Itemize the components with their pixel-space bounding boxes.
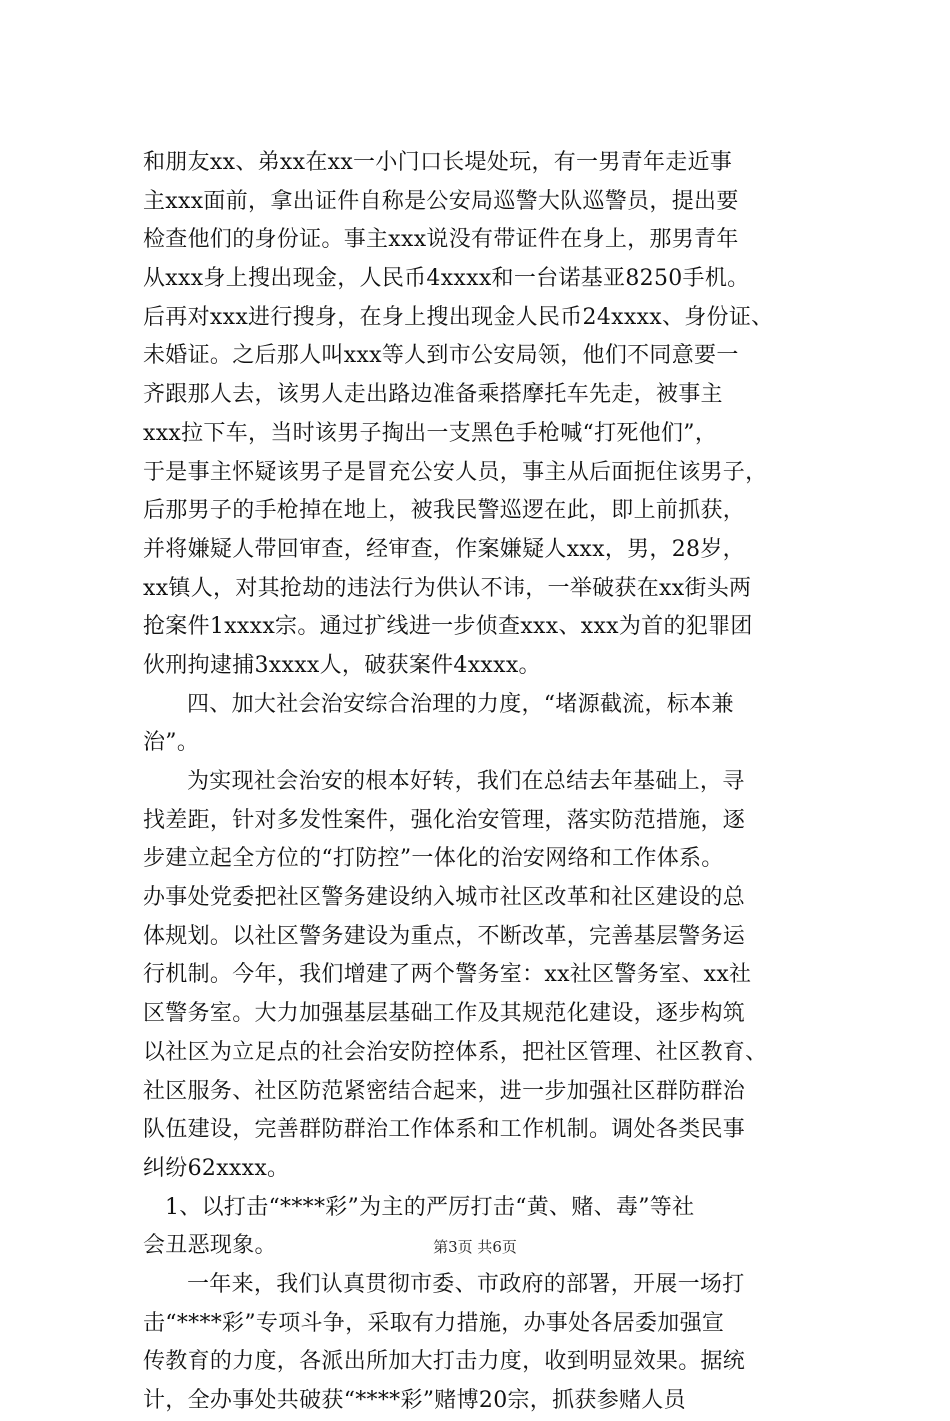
text-line-13: 抢案件1xxxx宗。通过扩线进一步侦查xxx、xxx为首的犯罪团 [143, 614, 753, 640]
text-line-3: 检查他们的身份证。事主xxx说没有带证件在身上，那男青年 [143, 227, 739, 253]
text-line-33: 计，全办事处共破获“****彩”赌博20宗，抓获参赌人员 [143, 1388, 686, 1413]
text-line-9: 于是事主怀疑该男子是冒充公安人员，事主从后面扼住该男子， [143, 459, 768, 485]
text-line-26: 队伍建设，完善群防群治工作体系和工作机制。调处各类民事 [143, 1117, 746, 1143]
subsection-heading-1-cont: 会丑恶现象。 [143, 1233, 277, 1259]
section-heading-4-cont: 治”。 [143, 730, 200, 756]
text-line-12: xx镇人，对其抢劫的违法行为供认不讳，一举破获在xx街头两 [143, 575, 752, 601]
text-line-8: xxx拉下车，当时该男子掏出一支黑色手枪喊“打死他们”， [143, 420, 718, 446]
text-line-10: 后那男子的手枪掉在地上，被我民警巡逻在此，即上前抓获， [143, 498, 746, 524]
text-line-14: 伙刑拘逮捕3xxxx人，破获案件4xxxx。 [143, 652, 541, 678]
text-line-27: 纠纷62xxxx。 [143, 1155, 290, 1181]
subsection-heading-1: 1、以打击“****彩”为主的严厉打击“黄、赌、毒”等社 [165, 1194, 695, 1220]
text-line-25: 社区服务、社区防范紧密结合起来，进一步加强社区群防群治 [143, 1078, 746, 1104]
text-line-11: 并将嫌疑人带回审查，经审查，作案嫌疑人xxx，男，28岁， [143, 536, 745, 562]
section-heading-4: 四、加大社会治安综合治理的力度，“堵源截流，标本兼 [187, 691, 734, 717]
text-line-7: 齐跟那人去，该男人走出路边准备乘搭摩托车先走，被事主 [143, 382, 723, 408]
text-line-22: 行机制。今年，我们增建了两个警务室：xx社区警务室、xx社 [143, 962, 752, 988]
text-line-1: 和朋友xx、弟xx在xx一小门口长堤处玩，有一男青年走近事 [143, 150, 733, 175]
text-line-31: 击“****彩”专项斗争，采取有力措施，办事处各居委加强宣 [143, 1310, 725, 1336]
document-body [143, 144, 833, 1421]
text-line-5: 后再对xxx进行搜身，在身上搜出现金人民币24xxxx、身份证、 [143, 304, 774, 330]
text-line-24: 以社区为立足点的社会治安防控体系，把社区管理、社区教育、 [143, 1039, 768, 1065]
text-line-32: 传教育的力度，各派出所加大打击力度，收到明显效果。据统 [143, 1349, 746, 1375]
text-line-23: 区警务室。大力加强基层基础工作及其规范化建设，逐步构筑 [143, 1001, 746, 1027]
text-line-6: 未婚证。之后那人叫xxx等人到市公安局领，他们不同意要一 [143, 343, 739, 369]
text-line-18: 找差距，针对多发性案件，强化治安管理，落实防范措施，逐 [143, 807, 746, 833]
text-line-20: 办事处党委把社区警务建设纳入城市社区改革和社区建设的总 [143, 885, 746, 911]
text-line-21: 体规划。以社区警务建设为重点，不断改革，完善基层警务运 [143, 923, 746, 949]
page-number-footer: 第3页 共6页 [433, 1238, 517, 1256]
paragraph-start-line: 为实现社会治安的根本好转，我们在总结去年基础上，寻 [187, 769, 745, 794]
paragraph-start-line-2: 一年来，我们认真贯彻市委、市政府的部署，开展一场打 [187, 1271, 745, 1297]
text-line-4: 从xxx身上搜出现金，人民币4xxxx和一台诺基亚8250手机。 [143, 266, 750, 292]
text-line-19: 步建立起全方位的“打防控”一体化的治安网络和工作体系。 [143, 846, 724, 872]
text-line-2: 主xxx面前，拿出证件自称是公安局巡警大队巡警员，提出要 [143, 188, 739, 214]
